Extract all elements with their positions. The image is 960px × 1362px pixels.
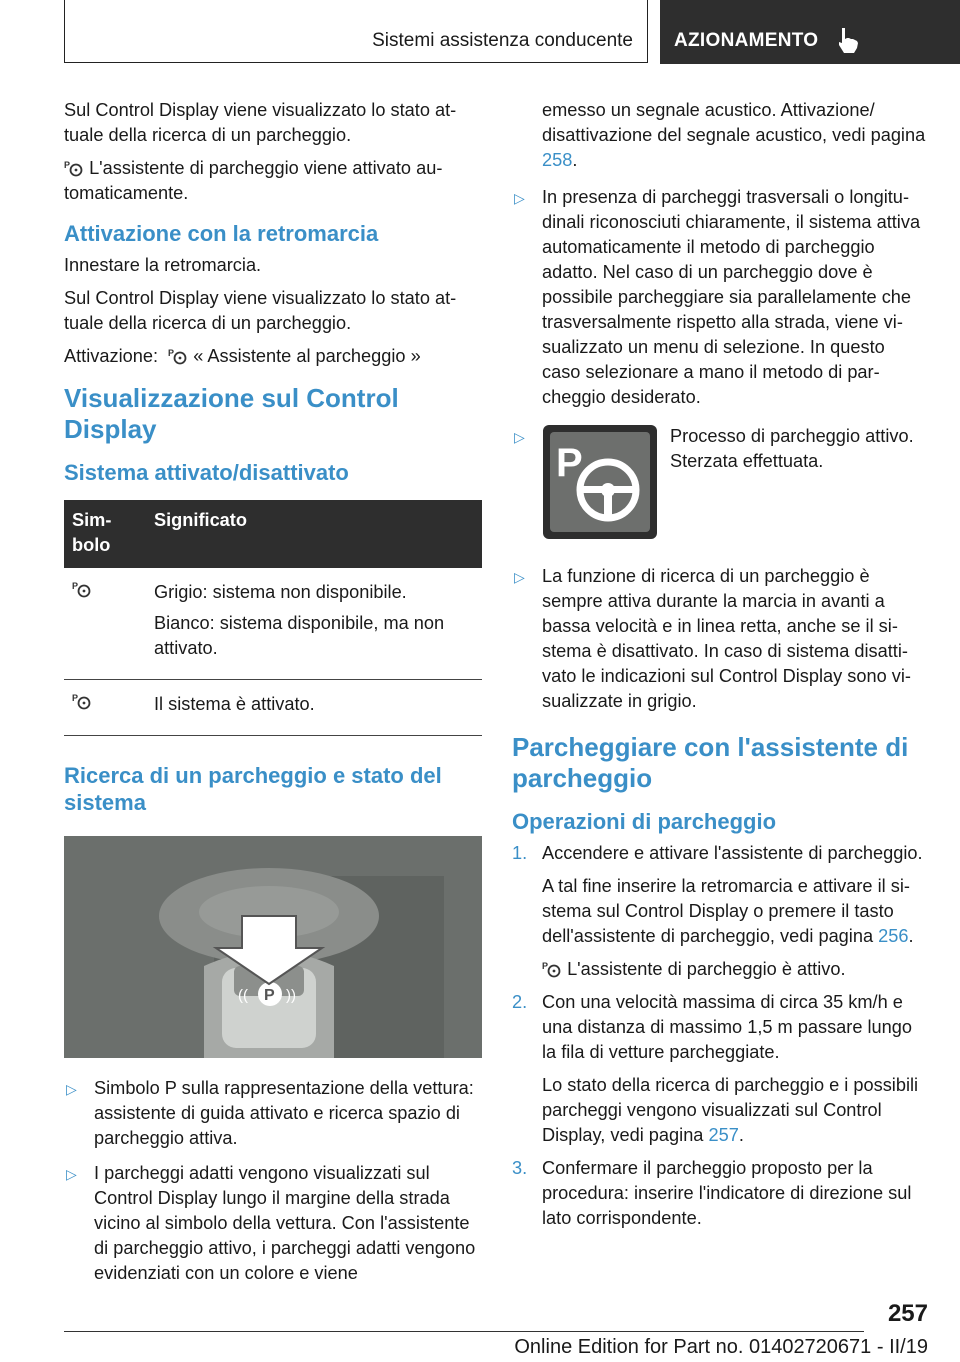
meaning-active: Il sistema è attivato. [154, 694, 315, 714]
list-item: ▷ Simbolo P sulla rappresentazione della vettura: assistente di guida attivato e ricerca spazio di parcheggio attiva. [66, 1078, 474, 1148]
section-tab [64, 0, 648, 63]
list-item: ▷ La funzione di ricerca di un parcheggio è sempre attiva durante la marcia in avanti a bassa velocità e in linea retta, anche se il sistema è disattivato. In caso di sistema disattivato le indicazioni sul Control Display sono visualizzate in grigio. [514, 566, 911, 711]
retro-step: Innestare la retromarcia. [64, 255, 262, 275]
park-assist-icon [72, 580, 92, 598]
triangle-bullet-icon: ▷ [514, 429, 525, 445]
park-assist-icon [542, 960, 562, 978]
page-header [64, 0, 960, 64]
section-title: Sistemi assistenza conducente [372, 30, 633, 51]
intro-paragraph: Sul Control Display viene visualizzato lo stato attuale della ricerca di un parcheggio. [64, 100, 457, 145]
step-number: 3. [512, 1158, 528, 1178]
table-header-row [64, 500, 482, 568]
heading-ricerca: Ricerca di un parcheggio e stato del sistema [64, 763, 442, 815]
svg-text:P: P [72, 693, 79, 703]
heading-retromarcia: Attivazione con la retromarcia [64, 221, 379, 246]
park-assist-icon [168, 347, 188, 365]
table-row [64, 680, 482, 736]
retro-activation: Attivazione: P « Assistente al parcheggio » [64, 346, 421, 366]
table-row [64, 568, 482, 680]
chapter-tab [660, 0, 960, 64]
retro-status: Sul Control Display viene visualizzato lo stato attuale della ricerca di un parcheggio. [64, 288, 457, 333]
right-column [512, 98, 928, 1239]
park-assist-active-icon [542, 424, 658, 540]
svg-text:P: P [264, 987, 275, 1004]
list-item: 2. Con una velocità massima di circa 35 km/h e una distanza di massimo 1,5 m passare lungo la fila di vetture parcheggiate. Lo stato della ricerca di parcheggio e i possibili parcheggi vengono visualizzati sul Control Display, vedi pagina 257. [512, 992, 919, 1145]
svg-text:P: P [168, 348, 175, 358]
table-header-symbol: Simbolo [64, 500, 146, 568]
step-number: 2. [512, 992, 528, 1012]
meaning-grey: Grigio: sistema non disponibile. [154, 582, 407, 602]
parking-search-illustration [64, 836, 482, 1058]
park-assist-icon [72, 692, 92, 710]
footer-divider [64, 1331, 864, 1332]
left-column [64, 98, 482, 1296]
status-bullets [512, 185, 928, 714]
page-number: 257 [887, 1300, 928, 1327]
triangle-bullet-icon: ▷ [66, 1166, 77, 1182]
heading-operazioni: Operazioni di parcheggio [512, 809, 777, 834]
svg-text:P: P [72, 581, 79, 591]
car-display-graphic [64, 836, 482, 1058]
auto-activation-note: P L'assistente di parcheggio viene attivato automaticamente. [64, 158, 443, 203]
triangle-bullet-icon: ▷ [514, 190, 525, 206]
step-number: 1. [512, 843, 528, 863]
heading-visualizzazione: Visualizzazione sul Control Display [64, 383, 399, 444]
park-assist-icon [64, 159, 84, 177]
svg-text:)): )) [286, 987, 296, 1004]
page-link-256[interactable]: 256 [878, 926, 909, 946]
list-item: ▷ In presenza di parcheggi trasversali o longitudinali riconosciuti chiaramente, il sistema attiva automaticamente il metodo di parcheggio adatto. Nel caso di un parcheggio dove è possibile parcheggiare sia parallelamente che trasversalmente rispetto alla strada, viene visualizzato un menu di selezione. In questo caso selezionare a mano il metodo di parcheggio desiderato. [514, 187, 921, 407]
list-item: ▷ P Processo di parcheggio attivo. Sterzata effettuata. [512, 424, 928, 548]
list-item: 1. Accendere e attivare l'assistente di parcheggio. A tal fine inserire la retromarcia e attivare il sistema sul Control Display o premere il tasto dell'assistente di parcheggio, vedi pagina 256. P L'assistente di parcheggio è attivo. [512, 843, 923, 979]
list-item: 3. Confermare il parcheggio proposto per la procedura: inserire l'indicatore di direzione sul lato corrispondente. [512, 1158, 912, 1228]
svg-text:P: P [542, 961, 549, 971]
triangle-bullet-icon: ▷ [66, 1081, 77, 1097]
hand-pointer-icon [836, 26, 862, 54]
continued-paragraph: emesso un segnale acustico. Attivazione/ disattivazione del segnale acustico, vedi pagina 258. [542, 100, 926, 170]
table-header-meaning: Significato [146, 500, 482, 568]
svg-text:((: (( [238, 987, 248, 1004]
heading-parcheggiare: Parcheggiare con l'assistente di parcheggio [512, 732, 909, 793]
list-item: ▷ I parcheggi adatti vengono visualizzati sul Control Display lungo il margine della strada vicino al simbolo della vettura. Con l'assistente di parcheggio attivo, i parcheggi adatti vengono evidenziati con un colore e viene [66, 1163, 476, 1283]
meaning-white: Bianco: sistema disponibile, ma non attivato. [154, 613, 445, 658]
chapter-title: AZIONAMENTO [674, 30, 819, 51]
parking-search-bullets [64, 1076, 482, 1286]
edition-note: Online Edition for Part no. 01402720671 - II/19 [514, 1336, 928, 1358]
heading-sistema: Sistema attivato/disattivato [64, 460, 349, 485]
symbol-table [64, 500, 482, 736]
parking-steps [512, 841, 928, 1231]
triangle-bullet-icon: ▷ [514, 569, 525, 585]
svg-text:P: P [64, 160, 71, 170]
page-link-257[interactable]: 257 [708, 1125, 739, 1145]
page-link-258[interactable]: 258 [542, 150, 573, 170]
svg-text:P: P [556, 441, 583, 485]
